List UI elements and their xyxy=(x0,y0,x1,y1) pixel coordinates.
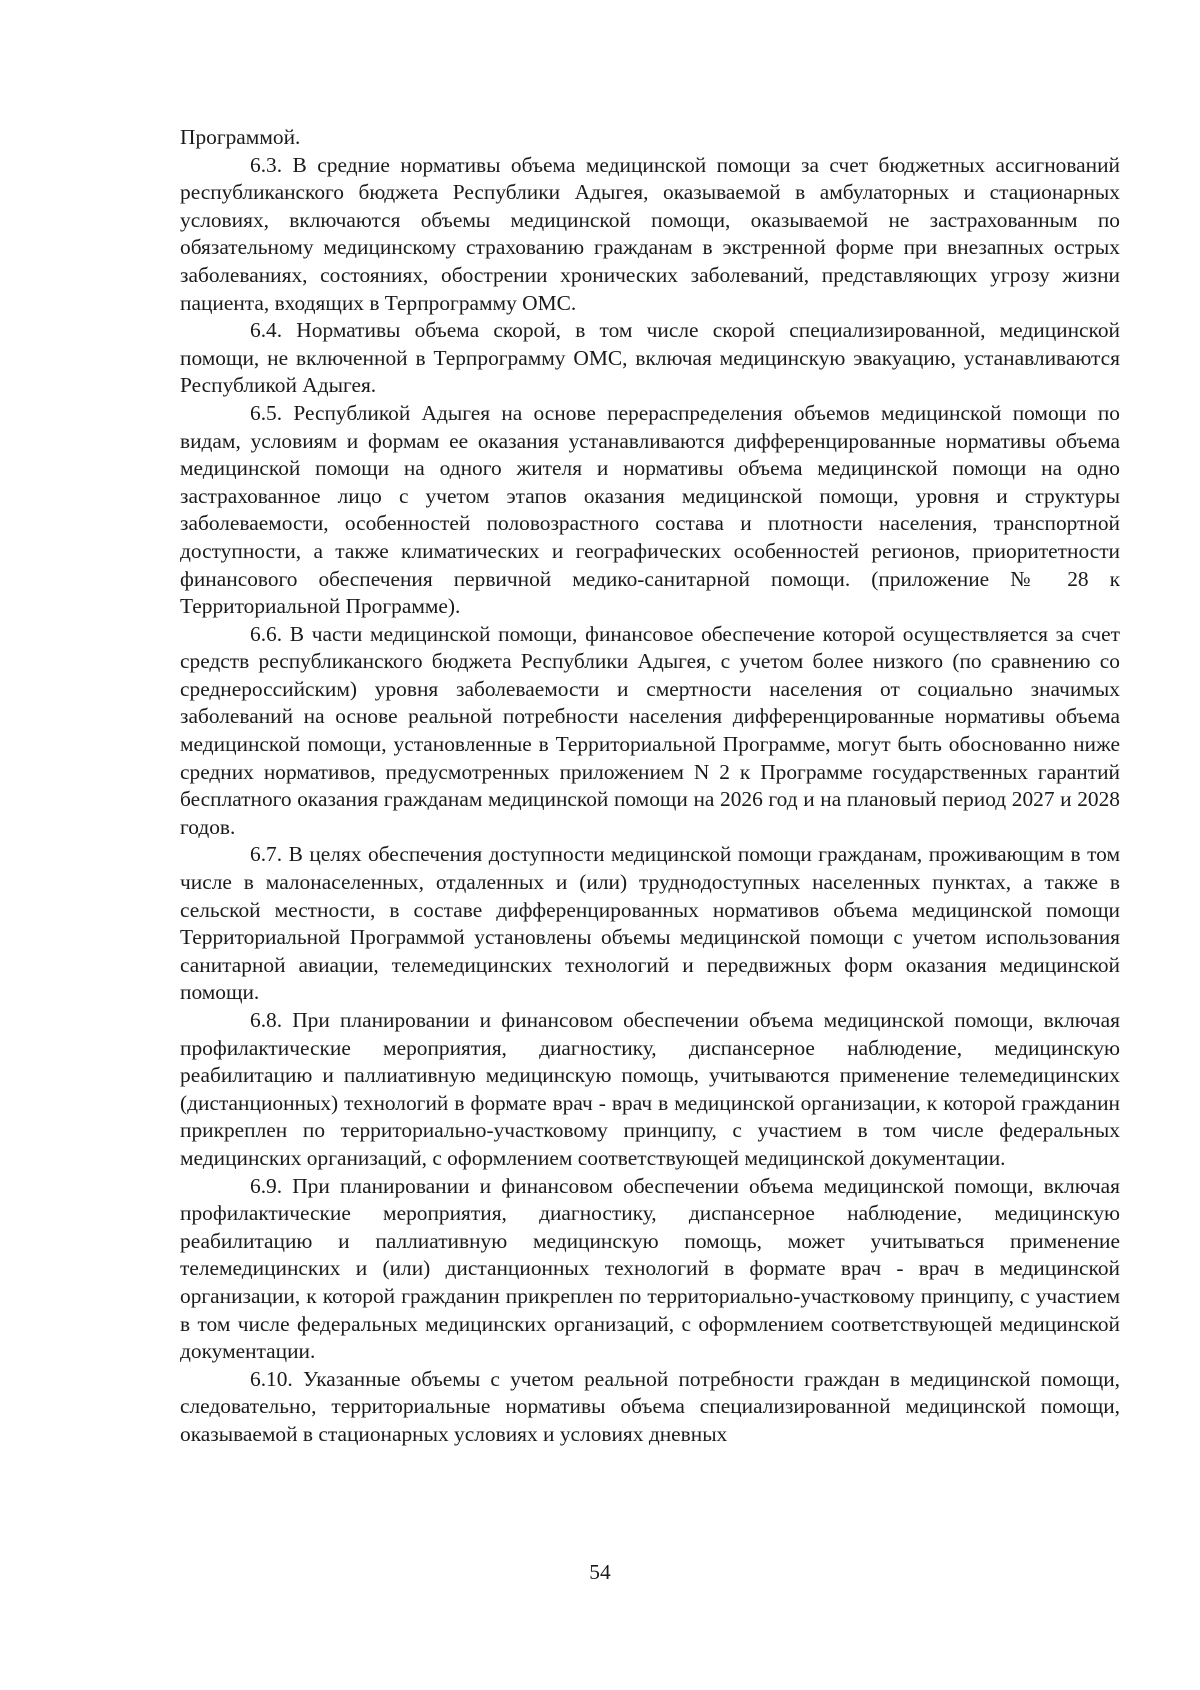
paragraph-6-10: 6.10. Указанные объемы с учетом реальной потребности граждан в медицинской помощи, следовательно, территориальные нормативы объема специализированной медицинской помощи, оказываемой в стационарных условиях и условиях дневных xyxy=(180,1366,1120,1446)
paragraph-6-6: 6.6. В части медицинской помощи, финансовое обеспечение которой осуществляется за счет средств республиканского бюджета Республики Адыгея, с учетом более низкого (по сравнению со среднероссийским) уровня заболеваемости и смертности населения от социально значимых заболеваний на основе реальной потребности населения дифференцированные нормативы объема медицинской помощи, установленные в Территориальной Программе, могут быть обоснованно ниже средних нормативов, предусмотренных приложением N 2 к Программе государственных гарантий бесплатного оказания гражданам медицинской помощи на 2026 год и на плановый период 2027 и 2028 годов. xyxy=(180,621,1120,839)
paragraph-6-4: 6.4. Нормативы объема скорой, в том числе скорой специализированной, медицинской помощи, не включенной в Терпрограмму ОМС, включая медицинскую эвакуацию, устанавливаются Республикой Адыгея. xyxy=(180,318,1120,398)
continuation-text: Программой. xyxy=(180,125,301,149)
paragraph-6-8: 6.8. При планировании и финансовом обеспечении объема медицинской помощи, включая профилактические мероприятия, диагностику, диспансерное наблюдение, медицинскую реабилитацию и паллиативную медицинскую помощь, учитываются применение телемедицинских (дистанционных) технологий в формате врач - врач в медицинской организации, к которой гражданин прикреплен по территориально-участковому принципу, с участием в том числе федеральных медицинских организаций, с оформлением соответствующей медицинской документации. xyxy=(180,1008,1120,1170)
paragraph-6-3: 6.3. В средние нормативы объема медицинской помощи за счет бюджетных ассигнований республиканского бюджета Республики Адыгея, оказываемой в амбулаторных и стационарных условиях, включаются объемы медицинской помощи, оказываемой не застрахованным по обязательному медицинскому страхованию гражданам в экстренной форме при внезапных острых заболеваниях, состояниях, обострении хронических заболеваний, представляющих угрозу жизни пациента, входящих в Терпрограмму ОМС. xyxy=(180,152,1120,315)
paragraph-6-7: 6.7. В целях обеспечения доступности медицинской помощи гражданам, проживающим в том числе в малонаселенных, отдаленных и (или) труднодоступных населенных пунктах, а также в сельской местности, в составе дифференцированных нормативов объема медицинской помощи Территориальной Программой установлены объемы медицинской помощи с учетом использования санитарной авиации, телемедицинских технологий и передвижных форм оказания медицинской помощи. xyxy=(180,842,1120,1005)
document-body xyxy=(180,124,1120,1449)
page-number: 54 xyxy=(589,1560,611,1584)
paragraph-6-5: 6.5. Республикой Адыгея на основе перераспределения объемов медицинской помощи по видам, условиям и формам ее оказания устанавливаются дифференцированные нормативы объема медицинской помощи на одного жителя и нормативы объема медицинской помощи на одно застрахованное лицо с учетом этапов оказания медицинской помощи, уровня и структуры заболеваемости, особенностей половозрастного состава и плотности населения, транспортной доступности, а также климатических и географических особенностей регионов, приоритетности финансового обеспечения первичной медико-санитарной помощи. (приложение № 28 к Территориальной Программе). xyxy=(180,400,1120,619)
paragraph-6-9: 6.9. При планировании и финансовом обеспечении объема медицинской помощи, включая профилактические мероприятия, диагностику, диспансерное наблюдение, медицинскую реабилитацию и паллиативную медицинскую помощь, может учитываться применение телемедицинских и (или) дистанционных технологий в формате врач - врач в медицинской организации, к которой гражданин прикреплен по территориально-участковому принципу, с участием в том числе федеральных медицинских организаций, с оформлением соответствующей медицинской документации. xyxy=(180,1173,1120,1364)
